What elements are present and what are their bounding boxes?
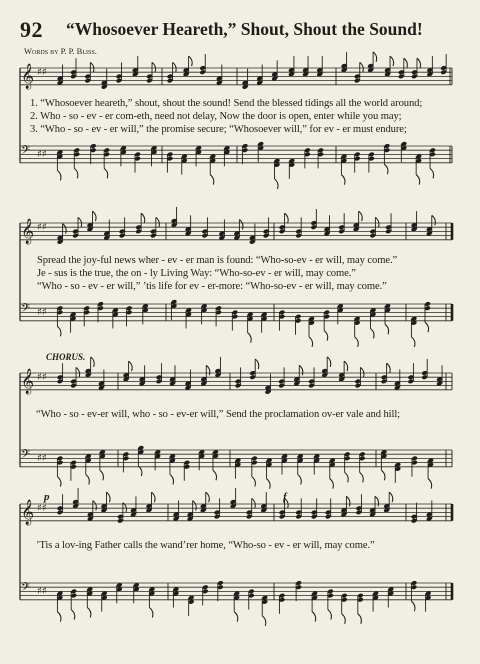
note-flag-icon bbox=[384, 164, 388, 174]
note-flag-icon bbox=[57, 171, 61, 181]
note-flag-icon bbox=[262, 616, 266, 626]
note-flag-icon bbox=[385, 324, 389, 334]
note-flag-icon bbox=[327, 357, 331, 367]
bass-clef-icon: 𝄢 bbox=[21, 302, 31, 318]
note-flag-icon bbox=[78, 217, 82, 227]
system2-line-3: “Who - so - ev - er will,” ’tis life for ev - er-more: “Who-so-ev - er will, may come.” bbox=[37, 281, 387, 292]
note-flag-icon bbox=[428, 479, 432, 489]
note-flag-icon bbox=[234, 612, 238, 622]
note-flag-icon bbox=[274, 179, 278, 189]
note-flag-icon bbox=[411, 601, 415, 611]
note-flag-icon bbox=[106, 492, 110, 502]
note-flag-icon bbox=[324, 331, 328, 341]
note-flag-icon bbox=[299, 365, 303, 375]
note-flag-icon bbox=[425, 322, 429, 332]
note-flag-icon bbox=[152, 62, 156, 72]
note-flag-icon bbox=[252, 498, 256, 508]
note-flag-icon bbox=[285, 213, 289, 223]
hymn-number: 92 bbox=[20, 17, 43, 42]
note-flag-icon bbox=[389, 492, 393, 502]
key-signature-icon: ♯♯ bbox=[37, 503, 47, 514]
verse-line-3: 3. “Who - so - ev - er will,” the promise secure; “Whosoever will,” for ev - er must endure; bbox=[30, 124, 407, 135]
note-flag-icon bbox=[255, 359, 259, 369]
note-flag-icon bbox=[104, 168, 108, 178]
note-flag-icon bbox=[355, 337, 359, 347]
words-credit: Words by P. P. Bliss. bbox=[24, 46, 97, 56]
verse-line-2: 2. Who - so - ev - er com-eth, need not delay, Now the door is open, enter while you may; bbox=[30, 111, 402, 122]
note-flag-icon bbox=[57, 326, 61, 336]
note-flag-icon bbox=[298, 475, 302, 485]
key-signature-icon: ♯♯ bbox=[37, 67, 47, 78]
note-flag-icon bbox=[267, 479, 271, 489]
note-flag-icon bbox=[170, 475, 174, 485]
note-flag-icon bbox=[149, 608, 153, 618]
chorus-line-1: “Who - so - ev-er will, who - so - ev-er will,” Send the proclamation ov-er vale and hill; bbox=[36, 409, 401, 420]
note-flag-icon bbox=[57, 612, 61, 622]
note-flag-icon bbox=[411, 337, 415, 347]
chorus-label: CHORUS. bbox=[46, 352, 86, 362]
note-flag-icon bbox=[430, 168, 434, 178]
dynamic-piano: p bbox=[44, 491, 50, 503]
bass-clef-icon: 𝄢 bbox=[21, 581, 31, 597]
note-flag-icon bbox=[74, 168, 78, 178]
note-flag-icon bbox=[416, 175, 420, 185]
note-flag-icon bbox=[370, 329, 374, 339]
chorus-line-2: ’Tis a lov-ing Father calls the wand’rer home, “Who-so - ev - er will, may come.” bbox=[36, 540, 375, 551]
note-flag-icon bbox=[193, 501, 197, 511]
note-flag-icon bbox=[346, 496, 350, 506]
note-flag-icon bbox=[312, 612, 316, 622]
note-flag-icon bbox=[373, 52, 377, 62]
note-flag-icon bbox=[71, 610, 75, 620]
note-flag-icon bbox=[345, 472, 349, 482]
dynamic-forte: f bbox=[283, 491, 287, 503]
system2-line-2: Je - sus is the true, the on - ly Living Way: “Who-so-ev - er will, may come.” bbox=[37, 268, 356, 279]
verse-line-1: 1. “Whosoever heareth,” shout, shout the sound! Send the blessed tidings all the world around; bbox=[30, 98, 423, 109]
note-flag-icon bbox=[248, 333, 252, 343]
note-flag-icon bbox=[252, 477, 256, 487]
note-flag-icon bbox=[360, 62, 364, 72]
system2-line-1: Spread the joy-ful news wher - ev - er man is found: “Who-so-ev - er will, may come.” bbox=[37, 255, 398, 266]
key-signature-icon: ♯♯ bbox=[37, 453, 47, 464]
bass-clef-icon: 𝄢 bbox=[21, 144, 31, 160]
note-flag-icon bbox=[328, 610, 332, 620]
key-signature-icon: ♯♯ bbox=[37, 586, 47, 597]
note-flag-icon bbox=[239, 220, 243, 230]
key-signature-icon: ♯♯ bbox=[37, 372, 47, 383]
bass-clef-icon: 𝄢 bbox=[21, 448, 31, 464]
note-flag-icon bbox=[93, 501, 97, 511]
note-flag-icon bbox=[206, 492, 210, 502]
note-flag-icon bbox=[129, 361, 133, 371]
treble-clef-icon: 𝄞 bbox=[21, 64, 35, 89]
note-flag-icon bbox=[76, 367, 80, 377]
note-flag-icon bbox=[387, 363, 391, 373]
note-flag-icon bbox=[360, 472, 364, 482]
note-flag-icon bbox=[173, 62, 177, 72]
note-flag-icon bbox=[360, 367, 364, 377]
note-flag-icon bbox=[141, 213, 145, 223]
note-flag-icon bbox=[375, 217, 379, 227]
treble-clef-icon: 𝄞 bbox=[21, 500, 35, 525]
note-flag-icon bbox=[432, 215, 436, 225]
note-flag-icon bbox=[156, 217, 160, 227]
treble-clef-icon: 𝄞 bbox=[21, 219, 35, 244]
note-flag-icon bbox=[359, 211, 363, 221]
note-flag-icon bbox=[206, 365, 210, 375]
note-flag-icon bbox=[86, 475, 90, 485]
key-signature-icon: ♯♯ bbox=[37, 222, 47, 233]
note-flag-icon bbox=[341, 175, 345, 185]
note-flag-icon bbox=[344, 361, 348, 371]
note-flag-icon bbox=[57, 477, 61, 487]
note-flag-icon bbox=[381, 470, 385, 480]
note-flag-icon bbox=[90, 62, 94, 72]
note-flag-icon bbox=[330, 479, 334, 489]
key-signature-icon: ♯♯ bbox=[37, 307, 47, 318]
note-flag-icon bbox=[213, 470, 217, 480]
treble-clef-icon: 𝄞 bbox=[21, 369, 35, 394]
hymn-title: “Whosoever Heareth,” Shout, Shout the Sound! bbox=[66, 19, 423, 39]
note-flag-icon bbox=[210, 175, 214, 185]
note-flag-icon bbox=[91, 357, 95, 367]
note-flag-icon bbox=[309, 337, 313, 347]
note-flag-icon bbox=[87, 608, 91, 618]
note-flag-icon bbox=[138, 466, 142, 476]
note-flag-icon bbox=[342, 614, 346, 624]
note-flag-icon bbox=[100, 470, 104, 480]
note-flag-icon bbox=[375, 496, 379, 506]
key-signature-icon: ♯♯ bbox=[37, 149, 47, 160]
note-flag-icon bbox=[404, 58, 408, 68]
note-flag-icon bbox=[63, 224, 67, 234]
note-flag-icon bbox=[390, 56, 394, 66]
note-flag-icon bbox=[92, 211, 96, 221]
note-flag-icon bbox=[151, 492, 155, 502]
note-flag-icon bbox=[189, 56, 193, 66]
note-flag-icon bbox=[417, 58, 421, 68]
note-flag-icon bbox=[358, 614, 362, 624]
